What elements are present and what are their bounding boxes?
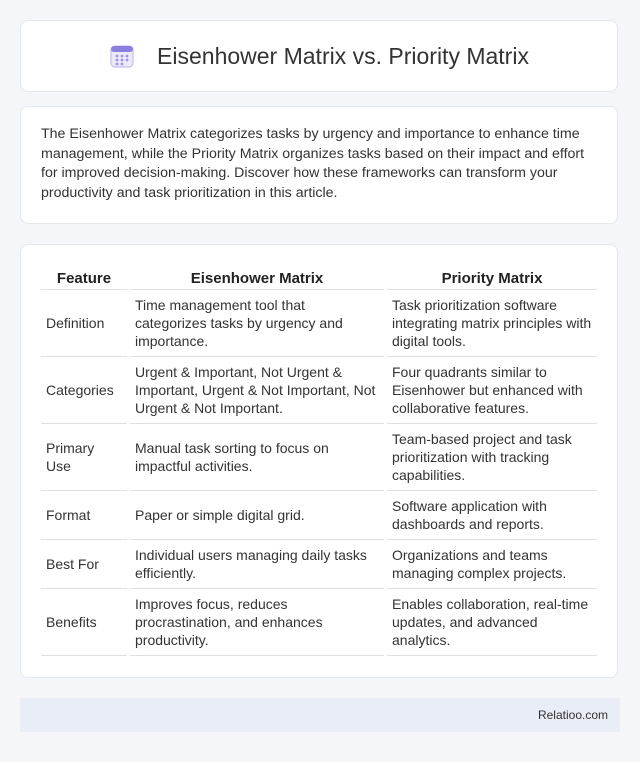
table-row bbox=[41, 491, 597, 540]
cell-eisenhower: Improves focus, reduces procrastination, and enhances productivity. bbox=[130, 589, 384, 656]
cell-priority: Team-based project and task prioritization with tracking capabilities. bbox=[387, 424, 597, 491]
table-row bbox=[41, 540, 597, 589]
intro-card bbox=[20, 106, 618, 224]
cell-priority: Software application with dashboards and reports. bbox=[387, 491, 597, 540]
cell-eisenhower: Manual task sorting to focus on impactful activities. bbox=[130, 424, 384, 491]
cell-eisenhower: Time management tool that categorizes tasks by urgency and importance. bbox=[130, 290, 384, 357]
table-row bbox=[41, 357, 597, 424]
table-row bbox=[41, 290, 597, 357]
header-feature: Feature bbox=[41, 265, 127, 290]
cell-feature: Benefits bbox=[41, 589, 127, 656]
header-priority: Priority Matrix bbox=[387, 265, 597, 290]
table-row bbox=[41, 424, 597, 491]
calendar-icon bbox=[109, 43, 135, 69]
cell-eisenhower: Urgent & Important, Not Urgent & Important, Urgent & Not Important, Not Urgent & Not Important. bbox=[130, 357, 384, 424]
cell-feature: Categories bbox=[41, 357, 127, 424]
title-card bbox=[20, 20, 618, 92]
comparison-table bbox=[38, 265, 600, 656]
cell-feature: Definition bbox=[41, 290, 127, 357]
cell-priority: Enables collaboration, real-time updates, and advanced analytics. bbox=[387, 589, 597, 656]
cell-feature: Primary Use bbox=[41, 424, 127, 491]
cell-eisenhower: Individual users managing daily tasks efficiently. bbox=[130, 540, 384, 589]
footer bbox=[20, 698, 620, 732]
cell-feature: Best For bbox=[41, 540, 127, 589]
intro-text: The Eisenhower Matrix categorizes tasks by urgency and importance to enhance time management, while the Priority Matrix organizes tasks based on their impact and effort for improved decision-making. Discover how these frameworks can transform your productivity and task prioritization in this article. bbox=[41, 126, 585, 201]
header-eisenhower: Eisenhower Matrix bbox=[130, 265, 384, 290]
page-title: Eisenhower Matrix vs. Priority Matrix bbox=[157, 42, 529, 69]
comparison-card bbox=[20, 244, 618, 678]
cell-priority: Four quadrants similar to Eisenhower but enhanced with collaborative features. bbox=[387, 357, 597, 424]
cell-eisenhower: Paper or simple digital grid. bbox=[130, 491, 384, 540]
cell-priority: Organizations and teams managing complex projects. bbox=[387, 540, 597, 589]
table-row bbox=[41, 589, 597, 656]
footer-brand: Relatioo.com bbox=[537, 708, 608, 722]
table-header-row bbox=[41, 265, 597, 290]
cell-feature: Format bbox=[41, 491, 127, 540]
cell-priority: Task prioritization software integrating matrix principles with digital tools. bbox=[387, 290, 597, 357]
